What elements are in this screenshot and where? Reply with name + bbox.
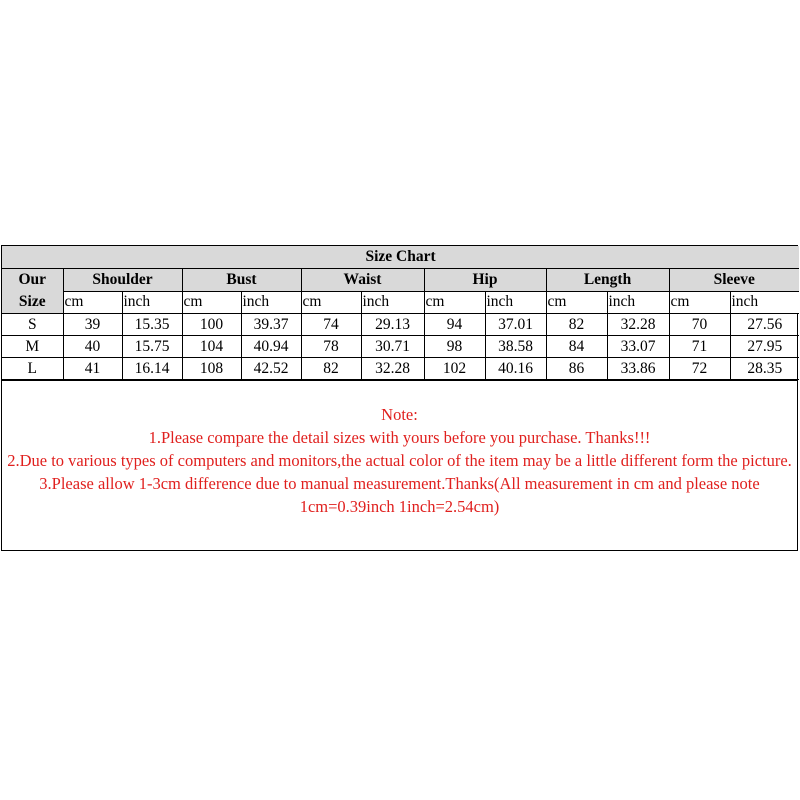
column-header-bust: Bust xyxy=(182,269,301,292)
size-header-line2: Size xyxy=(18,293,46,310)
unit-cm: cm xyxy=(424,291,485,314)
table-cell: 74 xyxy=(301,314,361,336)
table-cell: 71 xyxy=(669,336,730,358)
table-cell: 102 xyxy=(424,358,485,380)
table-row xyxy=(2,314,799,336)
table-cell: 40.94 xyxy=(241,336,301,358)
notes-heading: Note: xyxy=(381,405,418,424)
units-row xyxy=(2,291,799,314)
table-cell: 27.56 xyxy=(730,314,799,336)
table-cell: 33.07 xyxy=(607,336,669,358)
table-cell: 82 xyxy=(546,314,607,336)
table-cell: 78 xyxy=(301,336,361,358)
note-line-1: 1.Please compare the detail sizes with yours before you purchase. Thanks!!! xyxy=(148,428,651,447)
column-header-sleeve: Sleeve xyxy=(669,269,799,292)
unit-cm: cm xyxy=(63,291,122,314)
table-cell: 29.13 xyxy=(361,314,424,336)
table-cell: 100 xyxy=(182,314,241,336)
table-cell: 38.58 xyxy=(485,336,546,358)
table-cell: 84 xyxy=(546,336,607,358)
unit-inch: inch xyxy=(485,291,546,314)
table-cell: 37.01 xyxy=(485,314,546,336)
table-cell: 28.35 xyxy=(730,358,799,380)
size-label: L xyxy=(2,358,63,380)
column-header-waist: Waist xyxy=(301,269,424,292)
column-header-shoulder: Shoulder xyxy=(63,269,182,292)
unit-inch: inch xyxy=(122,291,182,314)
note-line-2: 2.Due to various types of computers and monitors,the actual color of the item may be a little different form the picture. xyxy=(7,451,792,470)
size-chart xyxy=(1,245,798,551)
table-cell: 86 xyxy=(546,358,607,380)
size-label: S xyxy=(2,314,63,336)
table-title: Size Chart xyxy=(2,246,799,269)
table-cell: 104 xyxy=(182,336,241,358)
table-cell: 94 xyxy=(424,314,485,336)
unit-cm: cm xyxy=(301,291,361,314)
table-row xyxy=(2,336,799,358)
table-cell: 30.71 xyxy=(361,336,424,358)
table-cell: 108 xyxy=(182,358,241,380)
table-row xyxy=(2,358,799,380)
unit-inch: inch xyxy=(241,291,301,314)
size-table xyxy=(2,246,799,380)
table-cell: 72 xyxy=(669,358,730,380)
table-cell: 41 xyxy=(63,358,122,380)
column-header-hip: Hip xyxy=(424,269,546,292)
unit-inch: inch xyxy=(361,291,424,314)
table-cell: 33.86 xyxy=(607,358,669,380)
table-cell: 39.37 xyxy=(241,314,301,336)
table-cell: 40 xyxy=(63,336,122,358)
note-line-3: 3.Please allow 1-3cm difference due to manual measurement.Thanks(All measurement in cm and please note 1cm=0.39inch 1inch=2.54cm) xyxy=(39,474,760,516)
unit-inch: inch xyxy=(607,291,669,314)
table-cell: 40.16 xyxy=(485,358,546,380)
size-column-header xyxy=(2,269,63,314)
unit-cm: cm xyxy=(546,291,607,314)
notes-section xyxy=(2,380,797,550)
table-cell: 15.35 xyxy=(122,314,182,336)
unit-inch: inch xyxy=(730,291,799,314)
unit-cm: cm xyxy=(182,291,241,314)
table-cell: 42.52 xyxy=(241,358,301,380)
table-cell: 82 xyxy=(301,358,361,380)
table-cell: 32.28 xyxy=(361,358,424,380)
size-header-line1: Our xyxy=(18,271,47,288)
table-cell: 27.95 xyxy=(730,336,799,358)
table-cell: 15.75 xyxy=(122,336,182,358)
unit-cm: cm xyxy=(669,291,730,314)
size-label: M xyxy=(2,336,63,358)
table-cell: 98 xyxy=(424,336,485,358)
table-cell: 39 xyxy=(63,314,122,336)
column-header-length: Length xyxy=(546,269,669,292)
table-cell: 70 xyxy=(669,314,730,336)
table-cell: 16.14 xyxy=(122,358,182,380)
table-cell: 32.28 xyxy=(607,314,669,336)
